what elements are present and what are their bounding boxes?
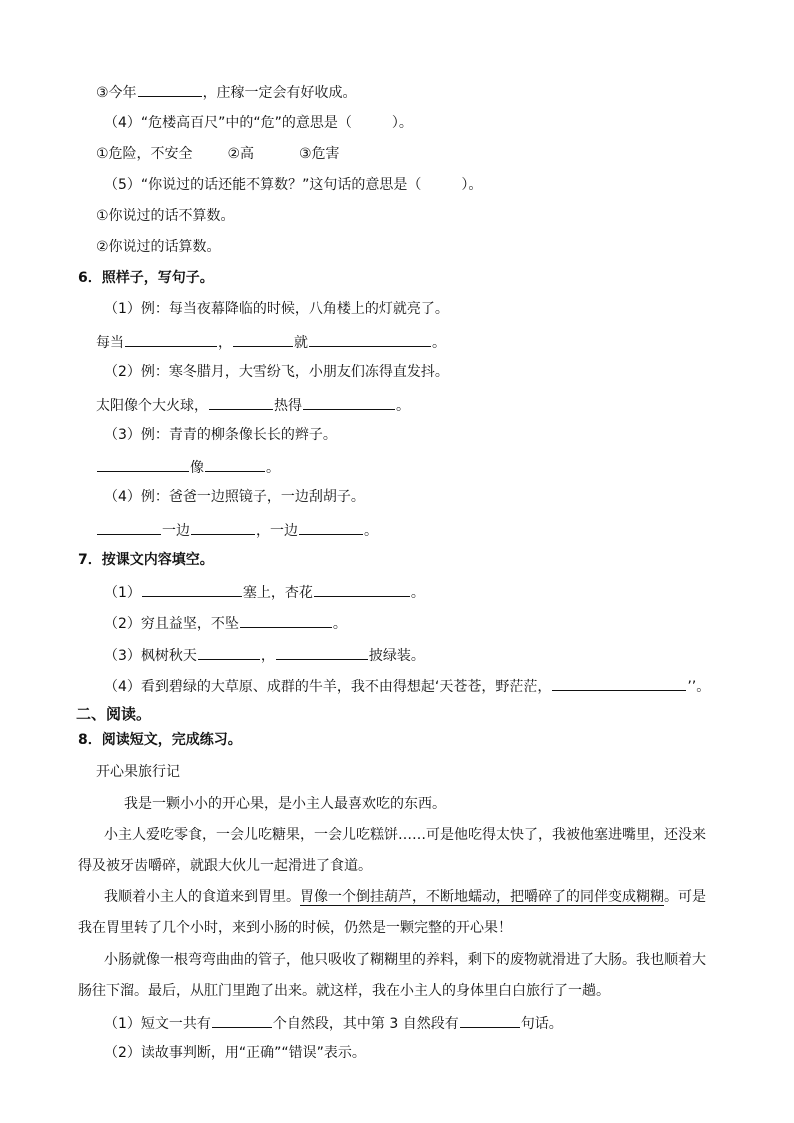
answer-blank[interactable] bbox=[205, 456, 265, 472]
story-paragraph-4-line1: 小肠就像一根弯弯曲曲的管子，他只吸收了糊糊里的养料，剩下的废物就滑进了大肠。我也顺着大 bbox=[104, 952, 706, 968]
story-paragraph-3-line1: 我顺着小主人的食道来到胃里。胃像一个倒挂葫芦，不断地蠕动，把嚼碎了的同伴变成糊糊。可是 bbox=[104, 889, 706, 905]
answer-blank[interactable] bbox=[240, 612, 332, 628]
answer-blank[interactable] bbox=[212, 1012, 272, 1028]
answer-blank[interactable] bbox=[299, 519, 363, 535]
q5-sub4-stem: （4）“危楼高百尺”中的“危”的意思是（ ）。 bbox=[104, 115, 413, 131]
q5-sub5-option1: ①你说过的话不算数。 bbox=[96, 208, 235, 224]
answer-blank[interactable] bbox=[314, 581, 410, 597]
q6-s1-example: （1）例：每当夜幕降临的时候，八角楼上的灯就亮了。 bbox=[104, 301, 449, 317]
q5-sub5-option2: ②你说过的话算数。 bbox=[96, 239, 221, 255]
answer-blank[interactable] bbox=[303, 394, 395, 410]
option-3: ③危害 bbox=[298, 146, 340, 162]
q5-sub4-options bbox=[96, 144, 340, 164]
q6-title: 6．照样子，写句子。 bbox=[78, 270, 214, 286]
option-1: ①危险，不安全 bbox=[96, 146, 193, 162]
answer-blank[interactable] bbox=[142, 581, 242, 597]
story-paragraph-4-line2: 肠往下溜。最后，从肛门里跑了出来。就这样，我在小主人的身体里白白旅行了一趟。 bbox=[78, 983, 610, 999]
q6-s3-answer: 像 。 bbox=[96, 456, 280, 476]
answer-blank[interactable] bbox=[233, 331, 293, 347]
q7-title: 7．按课文内容填空。 bbox=[78, 552, 214, 568]
q6-s2-answer: 太阳像个大火球， 热得 。 bbox=[96, 394, 410, 414]
answer-blank[interactable] bbox=[97, 519, 161, 535]
answer-blank[interactable] bbox=[276, 644, 368, 660]
answer-blank[interactable] bbox=[552, 675, 686, 691]
q7-line3: （3）枫树秋天 ， 披绿装。 bbox=[104, 644, 425, 664]
underlined-sentence: 胃像一个倒挂葫芦，不断地蠕动，把嚼碎了的同伴变成糊糊 bbox=[300, 889, 664, 905]
q6-s3-example: （3）例：青青的柳条像长长的辫子。 bbox=[104, 427, 337, 443]
story-paragraph-2-line2: 得及被牙齿嚼碎，就跟大伙儿一起滑进了食道。 bbox=[78, 858, 372, 874]
q5-item3: ③今年 ，庄稼一定会有好收成。 bbox=[96, 81, 357, 101]
q8-title: 8．阅读短文，完成练习。 bbox=[78, 732, 242, 748]
q6-s1-answer: 每当 ， 就 。 bbox=[96, 331, 446, 351]
story-paragraph-1: 我是一颗小小的开心果，是小主人最喜欢吃的东西。 bbox=[124, 796, 446, 812]
q7-line4: （4）看到碧绿的大草原、成群的牛羊，我不由得想起‘天苍苍，野茫茫， ’’。 bbox=[104, 675, 710, 695]
answer-blank[interactable] bbox=[125, 331, 217, 347]
q6-s2-example: （2）例：寒冬腊月，大雪纷飞，小朋友们冻得直发抖。 bbox=[104, 364, 449, 380]
answer-blank[interactable] bbox=[209, 394, 273, 410]
answer-blank[interactable] bbox=[97, 456, 189, 472]
story-paragraph-3-line2: 我在胃里转了几个小时，来到小肠的时候，仍然是一颗完整的开心果！ bbox=[78, 920, 512, 936]
q6-s4-answer: 一边 ，一边 。 bbox=[96, 519, 378, 539]
q8-sub2: （2）读故事判断，用“正确”“错误”表示。 bbox=[104, 1045, 366, 1061]
story-paragraph-2-line1: 小主人爱吃零食，一会儿吃糖果，一会儿吃糕饼……可是他吃得太快了，我被他塞进嘴里，还没来 bbox=[104, 827, 706, 843]
q7-line1: （1） 塞上，杏花 。 bbox=[104, 581, 425, 601]
answer-blank[interactable] bbox=[460, 1012, 520, 1028]
answer-blank[interactable] bbox=[198, 644, 260, 660]
q6-s4-example: （4）例：爸爸一边照镜子，一边刮胡子。 bbox=[104, 489, 365, 505]
story-title: 开心果旅行记 bbox=[96, 764, 180, 780]
answer-blank[interactable] bbox=[191, 519, 255, 535]
q5-sub5-stem: （5）“你说过的话还能不算数？”这句话的意思是（ ）。 bbox=[104, 177, 483, 193]
option-2: ②高 bbox=[227, 146, 255, 162]
q8-sub1: （1）短文一共有 个自然段，其中第 3 自然段有 句话。 bbox=[104, 1012, 563, 1032]
section-heading: 二、阅读。 bbox=[76, 705, 152, 723]
answer-blank[interactable] bbox=[138, 81, 202, 97]
q7-line2: （2）穷且益坚，不坠 。 bbox=[104, 612, 347, 632]
answer-blank[interactable] bbox=[309, 331, 431, 347]
